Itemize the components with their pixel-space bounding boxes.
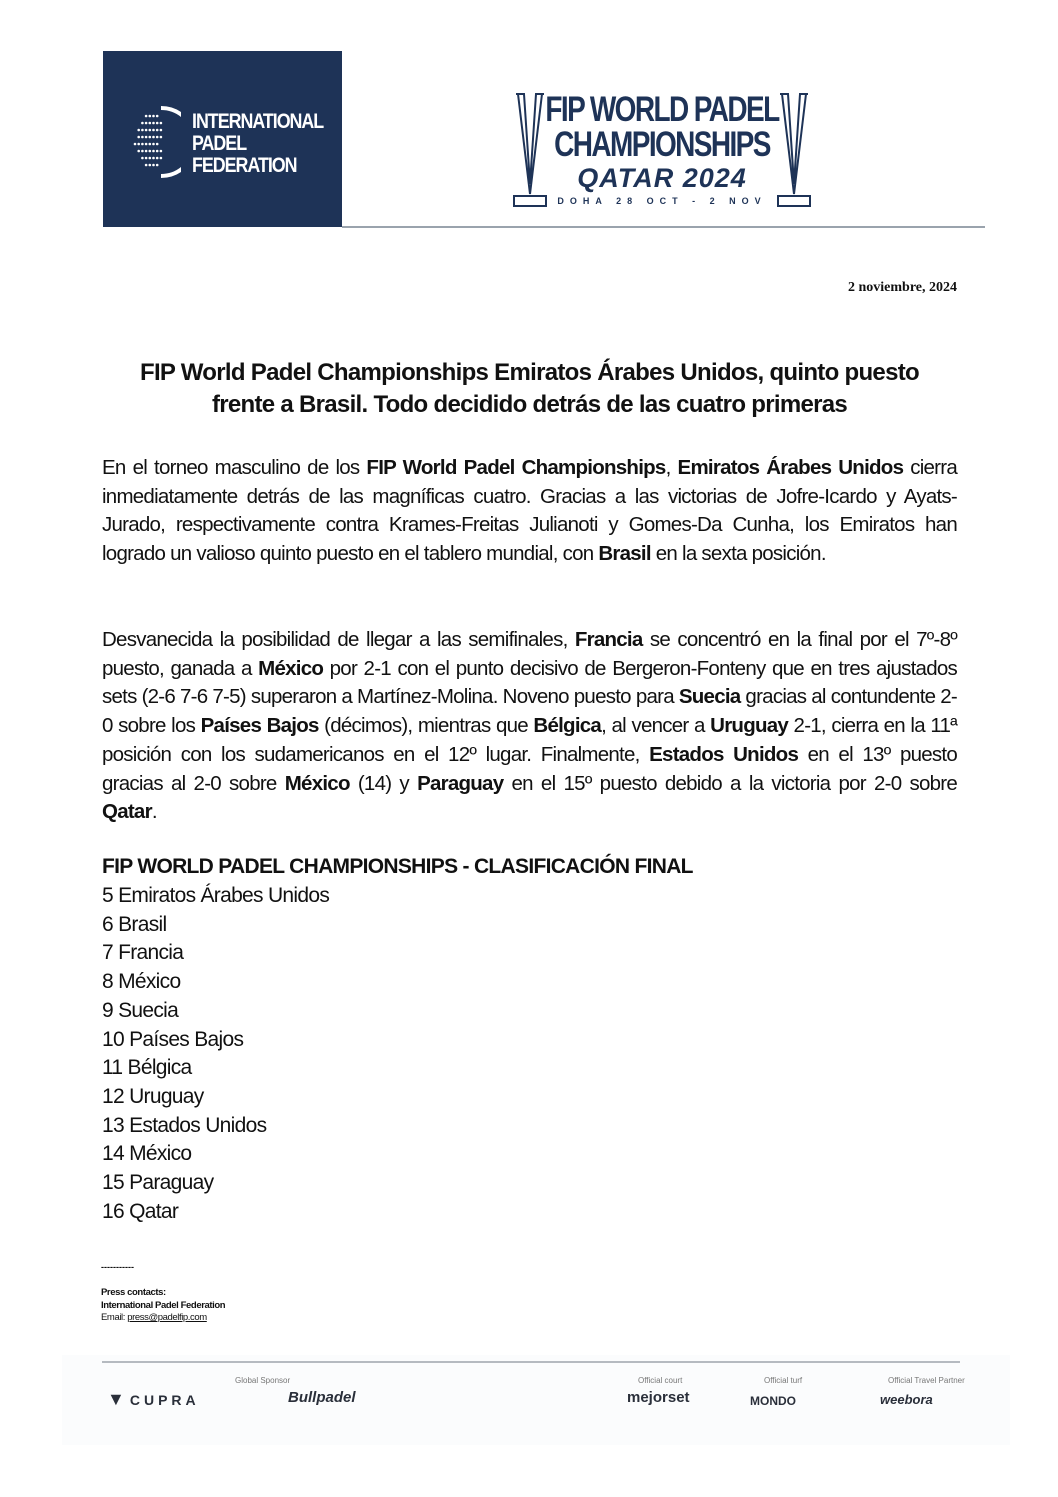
standings-item: 10 Países Bajos [102,1027,244,1051]
standings-item: 12 Uruguay [102,1084,204,1108]
footer-divider [102,1361,960,1363]
standings-heading: FIP WORLD PADEL CHAMPIONSHIPS - CLASIFICACIÓN FINAL [102,855,693,878]
body-paragraph [102,626,957,827]
standings-item: 9 Suecia [102,998,179,1022]
press-date: 2 noviembre, 2024 [847,280,957,295]
press-title [102,357,957,421]
standings-item: 11 Bélgica [102,1056,192,1080]
contacts-org: International Padel Federation [101,1299,226,1311]
bold-text: México [284,771,350,795]
travel-partner-label: Official Travel Partner [888,1376,965,1385]
bold-text: Paraguay [417,771,504,795]
standings-item: 8 México [102,970,181,994]
bold-text: México [258,656,324,680]
global-sponsor-label: Global Sponsor [235,1376,291,1385]
text-segment: cierra inmediatamente detrás de las magníficas cuatro. Gracias a las victorias de Jofre-Icardo y Ayats-Jurado, respectivamente contra Krames-Freitas Julianoti y Gomes-Da Cunha, los Emiratos han logrado un valioso quinto puesto en el tablero mundial, con [102,456,957,566]
text-segment: 2-1, cierra en la 11ª posición con los sudamericanos en el 12º lugar. Finalmente, [102,714,957,766]
event-logo-line: FIP WORLD PADEL [545,90,779,129]
bold-text: Países Bajos [200,714,319,738]
text-segment: gracias al contundente 2-0 sobre los [102,685,958,738]
text-segment: en la sexta posición. [650,542,826,566]
mejorset-logo: mejorset [627,1389,690,1406]
text-segment: Desvanecida la posibilidad de llegar a las semifinales, [102,628,575,651]
standings-item: 16 Qatar [102,1199,179,1223]
bold-text: Estados Unidos [649,742,799,766]
bold-text: FIP World Padel Championships [366,456,666,479]
weebora-logo: weebora [880,1392,933,1407]
text-segment: en el 13º puesto gracias al 2-0 sobre [102,742,957,795]
sponsor-name: CUPRA [129,1392,200,1408]
title-line: frente a Brasil. Todo decidido detrás de las cuatro primeras [211,391,848,418]
standings-item: 7 Francia [102,941,184,965]
standings-item: 5 Emiratos Árabes Unidos [102,884,330,907]
standings-item: 14 México [102,1142,192,1166]
bold-text: Bélgica [533,714,602,738]
header-divider [342,226,985,228]
press-contacts [101,1287,225,1325]
email-link[interactable]: press@padelfip.com [127,1312,207,1323]
standings-item: 6 Brasil [102,912,167,936]
event-logo-line: CHAMPIONSHIPS [554,125,770,164]
ipf-logo [103,51,342,227]
bold-text: Suecia [678,685,741,709]
text-segment: En el torneo masculino de los [102,456,367,479]
official-turf-label: Official turf [764,1376,803,1385]
bold-text: Brasil [598,542,651,566]
text-segment: por 2-1 con el punto decisivo de Bergeron-Fonteny que en tres ajustados sets (2-6 7-6 7-5) superaron a Martínez-Molina. Noveno puesto para [102,656,957,709]
sponsor-footer [62,1355,1010,1445]
bold-text: Qatar [102,800,152,824]
separator: ----------- [101,1262,134,1272]
standings-item: 15 Paraguay [102,1171,214,1195]
bullpadel-logo: Bullpadel [288,1389,356,1406]
ipf-line: FEDERATION [192,154,297,177]
official-court-label: Official court [638,1376,683,1385]
cupra-icon: ▼ [107,1389,125,1409]
text-segment: se concentró en la final por el 7º-8º puesto, ganada a [102,628,957,680]
ipf-logo-text [192,111,323,177]
text-segment: en el 15º puesto debido a la victoria por 2-0 sobre [503,771,958,795]
ipf-padel-icon [131,106,181,178]
ipf-line: PADEL [192,132,247,155]
email-label: Email: [101,1312,128,1323]
event-logo [512,92,812,210]
body-paragraph [102,454,957,569]
bold-text: Francia [574,628,643,651]
standings-list [102,882,329,1226]
ipf-line: INTERNATIONAL [192,110,324,133]
cupra-logo [107,1389,200,1410]
text-segment: , al vencer a [601,714,711,738]
bold-text: Uruguay [710,714,789,738]
title-line: FIP World Padel Championships Emiratos Árabes Unidos, quinto puesto [140,359,919,386]
text-segment: (décimos), mientras que [318,714,534,738]
mondo-logo: MONDO [750,1394,796,1408]
standings-item: 13 Estados Unidos [102,1113,267,1137]
event-logo-line: QATAR 2024 [577,163,747,193]
text-segment: . [151,800,157,824]
text-segment: , [665,456,678,479]
event-logo-dates: DOHA 28 OCT - 2 NOV [557,196,767,206]
bold-text: Emiratos Árabes Unidos [677,456,904,479]
contacts-label: Press contacts: [101,1287,166,1298]
text-segment: (14) y [349,771,418,795]
